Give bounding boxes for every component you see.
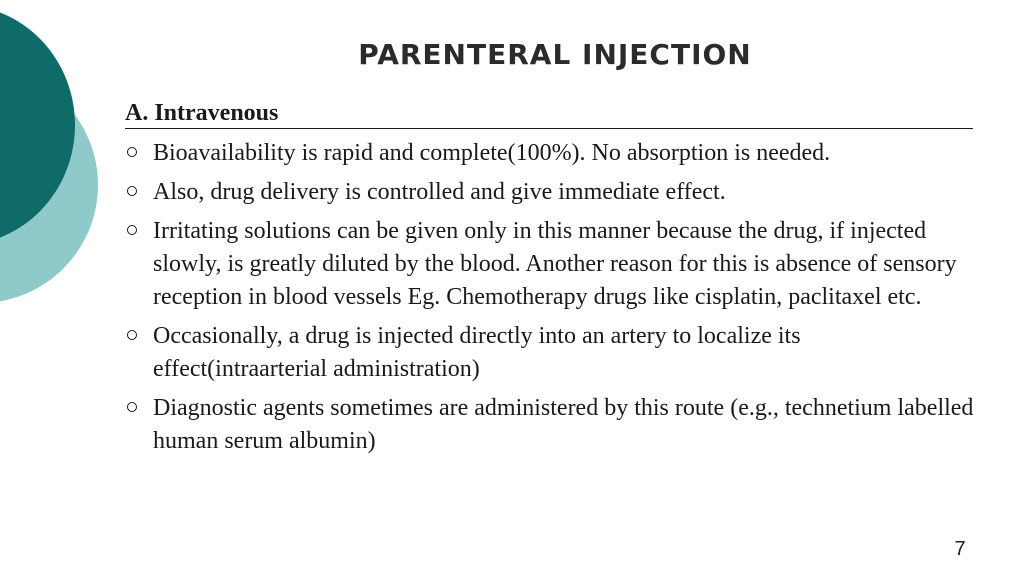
list-item bbox=[125, 320, 975, 386]
section-heading: A. Intravenous bbox=[125, 100, 973, 129]
page-number: 7 bbox=[954, 538, 966, 560]
list-item bbox=[125, 215, 975, 314]
bullet-text: Diagnostic agents sometimes are administered by this route (e.g., technetium labelled human serum albumin) bbox=[153, 395, 974, 454]
bullet-text: Occasionally, a drug is injected directly into an artery to localize its effect(intraarterial administration) bbox=[153, 323, 801, 382]
circle-bullet-icon bbox=[127, 186, 137, 196]
bullet-text: Bioavailability is rapid and complete(100%). No absorption is needed. bbox=[153, 140, 831, 166]
bullet-list bbox=[125, 137, 975, 464]
list-item bbox=[125, 176, 975, 209]
list-item bbox=[125, 392, 975, 458]
bullet-text: Also, drug delivery is controlled and give immediate effect. bbox=[153, 179, 726, 205]
list-item bbox=[125, 137, 975, 170]
circle-bullet-icon bbox=[127, 225, 137, 235]
slide-title: PARENTERAL INJECTION bbox=[358, 38, 752, 71]
bullet-text: Irritating solutions can be given only in this manner because the drug, if injected slowly, is greatly diluted by the blood. Another reason for this is absence of sensory reception in blood vessels Eg. Chemotherapy drugs like cisplatin, paclitaxel etc. bbox=[153, 218, 957, 310]
circle-bullet-icon bbox=[127, 402, 137, 412]
circle-bullet-icon bbox=[127, 330, 137, 340]
circle-bullet-icon bbox=[127, 147, 137, 157]
